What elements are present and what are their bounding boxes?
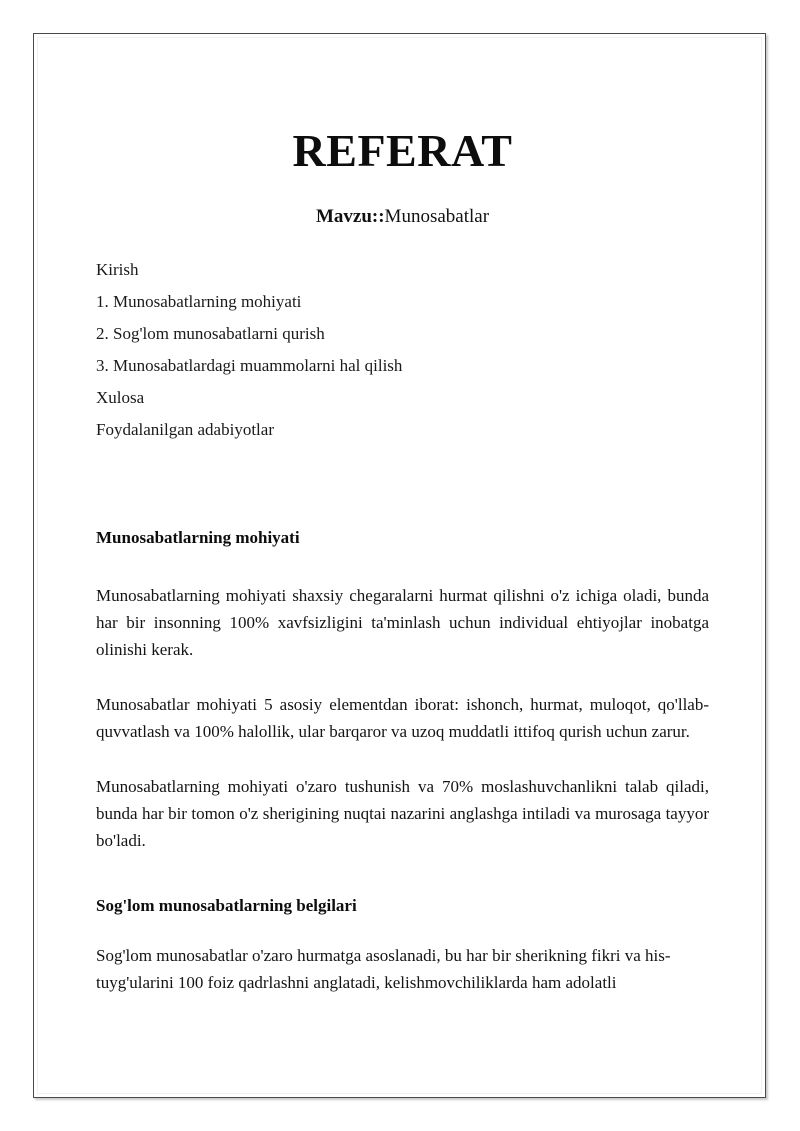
section-soglom-munosabatlarning-belgilari — [96, 894, 709, 996]
section-1-paragraph-2: Munosabatlar mohiyati 5 asosiy elementdan iborat: ishonch, hurmat, muloqot, qo'llab-quvvatlash va 100% halollik, ular barqaror va uzoq muddatli ittifoq qurish uchun zarur. — [96, 695, 709, 741]
section-heading-2: Sog'lom munosabatlarning belgilari — [96, 896, 357, 915]
toc-item-2: 2. Sog'lom munosabatlarni qurish — [96, 324, 325, 343]
spacer — [96, 745, 709, 773]
page-inner-frame — [37, 37, 762, 1094]
toc-item-xulosa: Xulosa — [96, 388, 145, 407]
section-2-paragraph-1: Sog'lom munosabatlar o'zaro hurmatga asoslanadi, bu har bir sherikning fikri va his-tuyg'ularini 100 foiz qadrlashni anglatadi, kelishmovchiliklarda ham adolatli — [96, 946, 671, 992]
document-subtitle — [96, 178, 709, 230]
toc-item-3: 3. Munosabatlardagi muammolarni hal qilish — [96, 356, 403, 375]
document-page — [33, 33, 766, 1098]
document-content — [96, 38, 709, 996]
spacer — [96, 663, 709, 691]
subtitle-value: Munosabatlar — [384, 206, 490, 227]
table-of-contents — [96, 230, 709, 446]
section-1-paragraph-1: Munosabatlarning mohiyati shaxsiy chegaralarni hurmat qilishni o'z ichiga oladi, bunda har bir insonning 100% xavfsizligini ta'minlash uchun individual ehtiyojlar inobatga olinishi kerak. — [96, 586, 709, 659]
page-title: REFERAT — [292, 125, 513, 176]
spacer — [96, 550, 709, 582]
section-1-paragraph-3: Munosabatlarning mohiyati o'zaro tushunish va 70% moslashuvchanlikni talab qiladi, bunda har bir tomon o'z sherigining nuqtai nazarini anglashga intiladi va murosaga tayyor bo'ladi. — [96, 777, 709, 850]
spacer — [96, 446, 709, 526]
spacer — [96, 854, 709, 894]
subtitle-label: Mavzu:: — [315, 206, 385, 227]
spacer — [96, 918, 709, 942]
section-heading-1: Munosabatlarning mohiyati — [96, 528, 300, 547]
toc-item-1: 1. Munosabatlarning mohiyati — [96, 292, 302, 311]
toc-item-adabiyotlar: Foydalanilgan adabiyotlar — [96, 420, 274, 439]
toc-item-kirish: Kirish — [96, 260, 139, 279]
section-munosabatlarning-mohiyati — [96, 526, 709, 854]
